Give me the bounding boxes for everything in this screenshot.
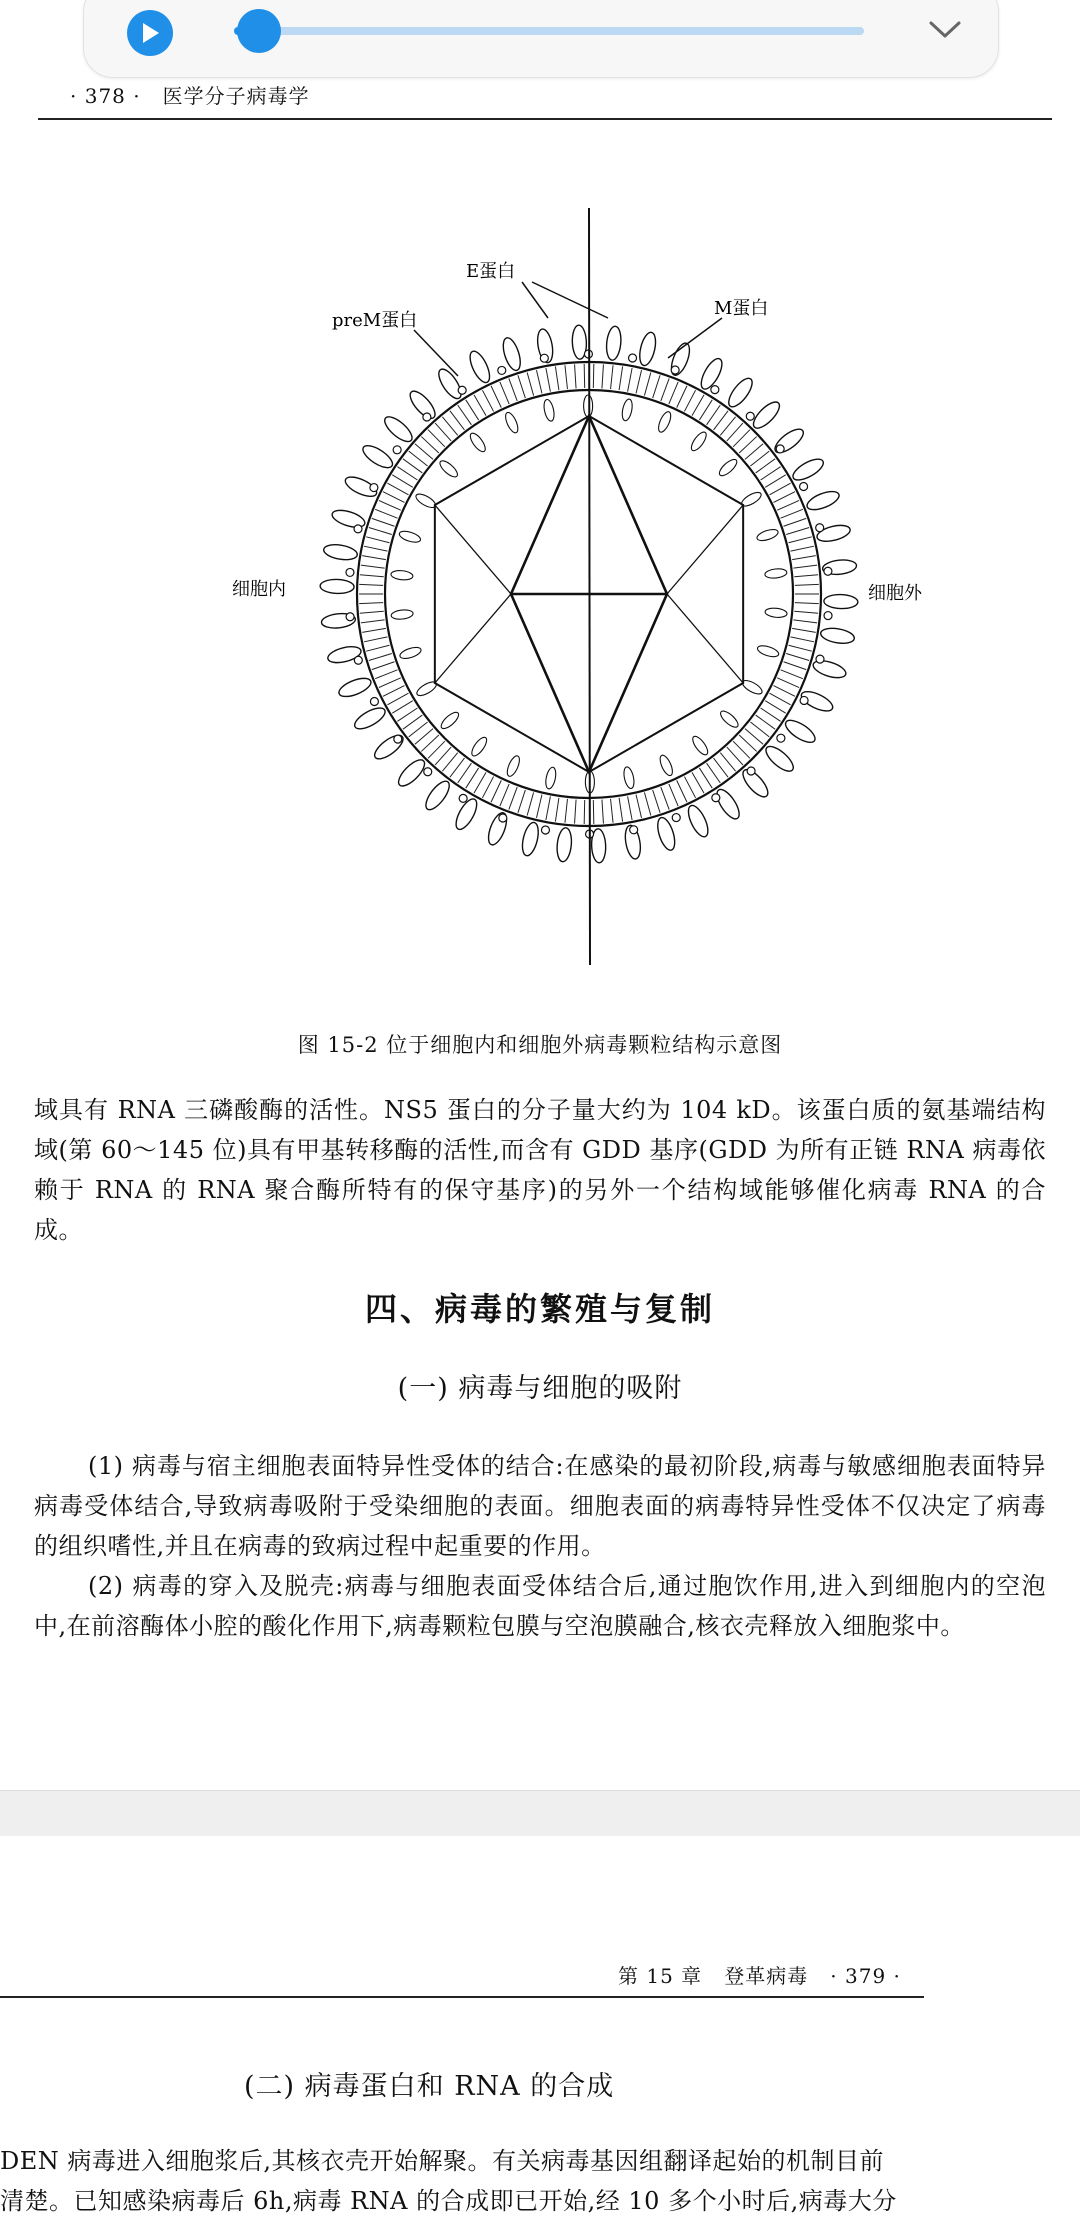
lipid-tail xyxy=(383,492,404,503)
m-protein-dot xyxy=(498,366,506,374)
lipid-tail xyxy=(409,722,428,737)
inner-protein xyxy=(689,430,709,453)
lipid-tail xyxy=(593,800,594,824)
paragraph-items xyxy=(34,1446,1046,1646)
lipid-tail xyxy=(536,370,541,393)
virion-structure-figure xyxy=(0,190,1080,990)
lipid-tail xyxy=(362,628,386,632)
lipid-tail xyxy=(777,500,799,510)
lipid-tail xyxy=(714,758,729,777)
m-protein-dot xyxy=(370,697,378,705)
lipid-tail xyxy=(500,382,509,404)
lipid-tail xyxy=(692,395,704,416)
lipid-tail xyxy=(699,400,712,420)
lipid-tail xyxy=(756,715,775,729)
lipid-tail xyxy=(491,386,501,408)
inner-protein xyxy=(437,458,459,479)
lipid-tail xyxy=(379,500,401,510)
label-e-protein: E蛋白 xyxy=(466,261,516,282)
lipid-tail xyxy=(745,444,763,460)
inner-protein xyxy=(503,411,520,435)
m-protein-dot xyxy=(776,445,784,453)
lipid-tail xyxy=(361,565,385,568)
lipid-tail xyxy=(421,735,438,751)
label-m-protein: M蛋白 xyxy=(714,298,769,319)
lipid-tail xyxy=(518,375,525,398)
lipid-tail xyxy=(720,417,735,435)
e-protein-spike xyxy=(520,821,542,857)
lipid-tail xyxy=(584,800,585,824)
lipid-tail xyxy=(364,546,387,551)
lipid-tail xyxy=(602,800,604,824)
m-protein-dot xyxy=(816,524,824,532)
lipid-tail xyxy=(366,645,389,651)
m-protein-dot xyxy=(540,354,548,362)
e-protein-spike xyxy=(824,594,858,609)
lipid-tail xyxy=(397,467,417,480)
inner-protein xyxy=(656,410,673,434)
label-prem-protein: preM蛋白 xyxy=(332,310,418,331)
lipid-tail xyxy=(739,437,756,453)
inner-protein xyxy=(544,766,557,789)
m-protein-dot xyxy=(393,446,401,454)
m-protein-dot xyxy=(499,814,507,822)
lipid-tail xyxy=(794,575,818,577)
lipid-tail xyxy=(733,430,750,447)
e-protein-spike xyxy=(790,455,826,484)
m-protein-dot xyxy=(630,826,638,834)
e-protein-spike xyxy=(352,704,388,733)
lipid-tail xyxy=(714,411,729,430)
lipid-tail xyxy=(727,747,743,765)
inner-protein xyxy=(765,607,788,618)
lipid-tail xyxy=(466,400,479,420)
lipid-tail xyxy=(786,528,809,535)
lipid-tail xyxy=(611,365,614,389)
m-protein-dot xyxy=(394,735,402,743)
e-protein-spike xyxy=(605,326,622,361)
lipid-tail xyxy=(602,364,604,388)
paragraph-line: 清楚。已知感染病毒后 6h,病毒 RNA 的合成即已开始,经 10 多个小时后,病毒大分 xyxy=(0,2187,897,2215)
lipid-tail xyxy=(474,772,486,793)
e-protein-spike xyxy=(713,786,743,822)
paragraph-ns5 xyxy=(34,1090,1046,1250)
lipid-tail xyxy=(362,556,386,560)
page-gap xyxy=(0,1790,1080,1838)
lipid-tail xyxy=(765,701,786,713)
lipid-tail xyxy=(491,780,501,802)
paragraph-line: DEN 病毒进入细胞浆后,其核衣壳开始解聚。有关病毒基因组翻译起始的机制目前 xyxy=(0,2147,885,2175)
lipid-tail xyxy=(750,451,769,466)
inner-protein xyxy=(658,754,675,778)
lipid-tail xyxy=(442,417,457,435)
axis-line xyxy=(589,208,590,965)
lipid-tail xyxy=(661,787,669,809)
lipid-tail xyxy=(770,483,791,495)
lipid-tail xyxy=(435,747,451,765)
inner-protein xyxy=(756,527,780,542)
label-outside: 细胞外 xyxy=(868,583,922,604)
lipid-tail xyxy=(707,763,721,783)
lipid-tail xyxy=(653,790,660,813)
m-protein-dot xyxy=(671,366,679,374)
e-protein-spike xyxy=(337,675,374,701)
lipid-tail xyxy=(361,620,385,623)
lipid-tail xyxy=(518,790,525,813)
play-icon xyxy=(139,21,161,45)
m-protein-dot xyxy=(712,794,720,802)
lipid-tail xyxy=(359,603,383,604)
lipid-tail xyxy=(450,411,465,430)
chevron-down-icon xyxy=(927,19,963,41)
lipid-tail xyxy=(536,795,541,818)
page-header: 第 15 章 登革病毒 · 379 · xyxy=(618,1964,901,1988)
lipid-tail xyxy=(474,395,486,416)
lipid-tail xyxy=(450,758,465,777)
lipid-tail xyxy=(442,753,457,771)
lipid-tail xyxy=(546,368,550,392)
lipid-tail xyxy=(786,654,809,661)
inner-protein xyxy=(399,645,423,660)
lipid-tail xyxy=(372,662,395,670)
lipid-tail xyxy=(372,518,395,526)
paragraph-text: 域具有 RNA 三磷酸酶的活性。NS5 蛋白的分子量大约为 104 kD。该蛋白质的氨基端结构域(第 60～145 位)具有甲基转移酶的活性,而含有 GDD 基序(GDD 为所有正链 RNA 病毒依赖于 RNA 的 RNA 聚合酶所特有的保守基序)的另外一个结构域能够催化病毒 RNA 的合成。 xyxy=(34,1096,1046,1244)
lipid-tail xyxy=(421,437,438,453)
m-protein-dot xyxy=(423,413,431,421)
subsection-title: (一) 病毒与细胞的吸附 xyxy=(397,1373,683,1404)
lipid-tail xyxy=(366,537,389,543)
lipid-tail xyxy=(756,459,775,473)
lipid-tail xyxy=(684,777,695,798)
lipid-tail xyxy=(527,372,533,395)
m-protein-dot xyxy=(458,386,466,394)
lipid-tail xyxy=(392,701,413,713)
lipid-tail xyxy=(415,729,433,745)
lipid-tail xyxy=(793,565,817,568)
lipid-tail xyxy=(619,798,623,822)
lipid-tail xyxy=(555,366,559,390)
lipid-tail xyxy=(669,382,678,404)
lipid-tail xyxy=(458,405,472,425)
m-protein-dot xyxy=(629,354,637,362)
e-protein-spike xyxy=(466,349,493,386)
play-button[interactable] xyxy=(127,10,173,56)
e-protein-spike xyxy=(323,542,359,561)
lipid-tail xyxy=(792,628,816,632)
lipid-tail xyxy=(415,444,433,460)
m-protein-dot xyxy=(777,734,785,742)
lipid-tail xyxy=(575,364,577,388)
lipid-tail xyxy=(789,537,812,543)
e-protein-spike xyxy=(771,425,807,457)
lipid-tail xyxy=(593,364,594,388)
lipid-tail xyxy=(482,390,493,411)
lipid-tail xyxy=(387,483,408,495)
lipid-tail xyxy=(745,729,763,745)
inner-protein xyxy=(468,431,488,454)
lipid-tail xyxy=(619,366,623,390)
inner-protein xyxy=(505,754,522,778)
leader-line xyxy=(414,330,458,376)
lipid-tail xyxy=(403,459,422,473)
lipid-tail xyxy=(727,423,743,441)
list-item: (1) 病毒与宿主细胞表面特异性受体的结合:在感染的最初阶段,病毒与敏感细胞表面特异病毒受体结合,导致病毒吸附于受染细胞的表面。细胞表面的病毒特异性受体不仅决定了病毒的组织嗜性,并且在病毒的致病过程中起重要的作用。 xyxy=(34,1452,1046,1560)
e-protein-spike xyxy=(637,331,659,367)
e-protein-spike xyxy=(381,413,416,446)
lipid-tail xyxy=(359,584,383,585)
inner-protein xyxy=(439,710,461,731)
lipid-tail xyxy=(392,475,413,487)
inner-protein xyxy=(584,395,593,417)
lipid-tail xyxy=(500,784,509,806)
m-protein-dot xyxy=(354,656,362,664)
section-title: 四、病毒的繁殖与复制 xyxy=(364,1290,715,1328)
lipid-tail xyxy=(369,654,392,661)
lipid-tail xyxy=(774,686,795,697)
m-protein-dot xyxy=(800,696,808,704)
e-protein-spike xyxy=(360,442,396,472)
inner-protein xyxy=(718,708,740,729)
lipid-tail xyxy=(739,735,756,751)
inner-protein xyxy=(690,734,710,757)
lipid-tail xyxy=(765,475,786,487)
inner-protein xyxy=(756,644,780,659)
lipid-tail xyxy=(669,784,678,806)
lipid-tail xyxy=(761,467,781,480)
lipid-tail xyxy=(699,768,712,788)
lipid-tail xyxy=(575,800,577,824)
lipid-tail xyxy=(482,777,493,798)
lipid-tail xyxy=(565,799,568,823)
lipid-tail xyxy=(403,715,422,729)
lipid-tail xyxy=(509,787,517,809)
m-protein-dot xyxy=(541,826,549,834)
e-protein-spike xyxy=(725,375,757,411)
lipid-tail xyxy=(466,768,479,788)
lipid-tail xyxy=(428,741,445,758)
lipid-tail xyxy=(644,372,650,395)
lipid-tail xyxy=(653,375,660,398)
progress-knob[interactable] xyxy=(237,9,281,53)
lipid-tail xyxy=(790,637,813,642)
lipid-tail xyxy=(375,509,397,518)
leader-line xyxy=(668,318,722,358)
lipid-tail xyxy=(428,430,445,447)
lipid-tail xyxy=(789,645,812,651)
lipid-tail xyxy=(636,370,641,393)
lipid-tail xyxy=(770,693,791,705)
inner-protein xyxy=(622,766,635,789)
e-protein-spike xyxy=(782,716,818,746)
lipid-tail xyxy=(661,378,669,400)
m-protein-dot xyxy=(424,768,432,776)
label-inside: 细胞内 xyxy=(232,579,286,600)
list-item: (2) 病毒的穿入及脱壳:病毒与细胞表面受体结合后,通过胞饮作用,进入到细胞内的空泡中,在前溶酶体小腔的酸化作用下,病毒颗粒包膜与空泡膜融合,核衣壳释放入细胞浆中。 xyxy=(34,1572,1046,1640)
m-protein-dot xyxy=(711,386,719,394)
lipid-tail xyxy=(774,492,795,503)
lipid-tail xyxy=(409,451,428,466)
m-protein-dot xyxy=(747,767,755,775)
lipid-tail xyxy=(692,772,704,793)
m-protein-dot xyxy=(746,412,754,420)
lipid-tail xyxy=(707,405,721,425)
inner-protein xyxy=(398,529,422,544)
lipid-tail xyxy=(360,575,384,577)
lipid-tail xyxy=(684,390,695,411)
lipid-tail xyxy=(793,620,817,623)
capsid-edge xyxy=(435,505,511,594)
m-protein-dot xyxy=(824,567,832,575)
progress-slider[interactable] xyxy=(234,27,864,35)
lipid-tail xyxy=(781,670,803,679)
lipid-tail xyxy=(628,368,632,392)
lipid-tail xyxy=(733,741,750,758)
lipid-tail xyxy=(795,603,819,604)
e-protein-spike xyxy=(556,827,573,862)
lipid-tail xyxy=(369,528,392,535)
header-rule xyxy=(0,1996,924,1998)
lipid-tail xyxy=(435,423,451,441)
inner-protein xyxy=(391,570,414,581)
e-protein-spike xyxy=(371,731,407,763)
e-protein-spike xyxy=(820,626,856,645)
m-protein-dot xyxy=(346,568,354,576)
e-protein-spike xyxy=(762,742,797,775)
lipid-tail xyxy=(397,708,417,721)
lipid-tail xyxy=(644,792,650,815)
lipid-tail xyxy=(777,678,799,688)
lipid-tail xyxy=(360,611,384,613)
capsid-edge xyxy=(667,505,743,594)
lipid-tail xyxy=(509,378,517,400)
lipid-tail xyxy=(790,546,813,551)
header-rule xyxy=(38,118,1052,120)
lipid-tail xyxy=(795,584,819,585)
lipid-tail xyxy=(794,611,818,613)
audio-player-bar xyxy=(83,0,999,78)
e-protein-spike xyxy=(684,803,711,840)
lipid-tail xyxy=(383,686,404,697)
lipid-tail xyxy=(458,763,472,783)
capsid-edge xyxy=(435,594,511,683)
lipid-tail xyxy=(584,364,585,388)
m-protein-dot xyxy=(672,814,680,822)
m-protein-dot xyxy=(370,484,378,492)
lipid-tail xyxy=(375,670,397,679)
e-protein-spike xyxy=(805,488,842,514)
lipid-tail xyxy=(628,796,632,820)
figure-caption: 图 15-2 位于细胞内和细胞外病毒颗粒结构示意图 xyxy=(297,1033,783,1057)
inner-protein xyxy=(764,568,787,579)
subsection-title: (二) 病毒蛋白和 RNA 的合成 xyxy=(244,2071,615,2102)
inner-protein xyxy=(542,399,555,422)
inner-protein xyxy=(717,457,739,478)
lipid-tail xyxy=(379,678,401,688)
lipid-tail xyxy=(611,799,614,823)
inner-protein xyxy=(391,609,414,620)
lipid-tail xyxy=(761,708,781,721)
e-protein-spike xyxy=(435,366,465,402)
lipid-tail xyxy=(781,509,803,518)
lipid-tail xyxy=(784,662,807,670)
pdf-page-379 xyxy=(0,1836,1080,2220)
inner-protein xyxy=(469,735,489,758)
page-header: · 378 · 医学分子病毒学 xyxy=(70,84,310,108)
lipid-tail xyxy=(750,722,769,737)
inner-protein xyxy=(621,398,634,421)
e-protein-spike xyxy=(422,778,454,814)
m-protein-dot xyxy=(824,612,832,620)
lipid-tail xyxy=(720,753,735,771)
lipid-tail xyxy=(636,795,641,818)
m-protein-dot xyxy=(459,794,467,802)
lipid-tail xyxy=(527,792,533,815)
capsid-edge xyxy=(667,594,743,683)
m-protein-dot xyxy=(354,525,362,533)
m-protein-dot xyxy=(800,483,808,491)
lipid-tail xyxy=(364,637,387,642)
lipid-tail xyxy=(677,780,687,802)
e-protein-spike xyxy=(320,579,354,594)
lipid-tail xyxy=(546,796,550,820)
lipid-tail xyxy=(677,386,687,408)
m-protein-dot xyxy=(346,613,354,621)
lipid-tail xyxy=(555,798,559,822)
lipid-tail xyxy=(387,693,408,705)
lipid-tail xyxy=(792,556,816,560)
m-protein-dot xyxy=(816,655,824,663)
collapse-button[interactable] xyxy=(922,7,968,53)
lipid-tail xyxy=(784,518,807,526)
lipid-tail xyxy=(565,365,568,389)
